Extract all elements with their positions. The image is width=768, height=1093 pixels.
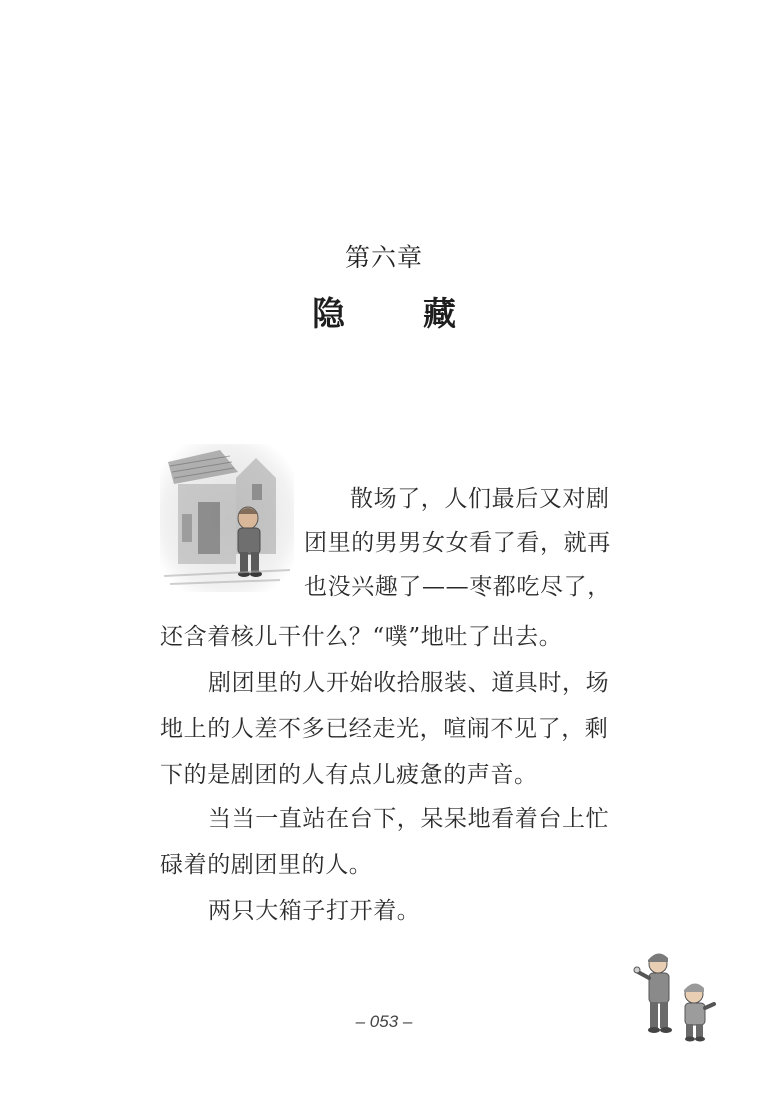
paragraph-1-line-3: 也没兴趣了——枣都吃尽了， (304, 574, 611, 600)
chapter-title-char-2: 藏 (423, 294, 456, 333)
paragraph-2-line-1: 剧团里的人开始收拾服装、道具时，场 (208, 670, 610, 696)
chapter-title (0, 288, 768, 335)
paragraph-3-line-1: 当当一直站在台下，呆呆地看着台上忙 (208, 806, 610, 832)
paragraph-1-line-1: 散场了，人们最后又对剧 (350, 486, 610, 512)
page-number: – 053 – (355, 1012, 413, 1031)
chapter-label: 第六章 (344, 243, 423, 272)
paragraph-1-line-2: 团里的男男女女看了看，就再 (304, 530, 611, 556)
paragraph-2-line-3: 下的是剧团的人有点儿疲惫的声音。 (160, 762, 538, 788)
chapter-title-char-1: 隐 (312, 294, 345, 333)
paragraph-3-line-2: 碌着的剧团里的人。 (160, 852, 373, 878)
paragraph-4-line-1: 两只大箱子打开着。 (208, 898, 421, 924)
paragraph-2-line-2: 地上的人差不多已经走光，喧闹不见了，剩 (160, 716, 609, 742)
alley-boy-illustration (160, 444, 294, 592)
paragraph-1-line-4: 还含着核儿干什么？“噗”地吐了出去。 (160, 624, 563, 650)
